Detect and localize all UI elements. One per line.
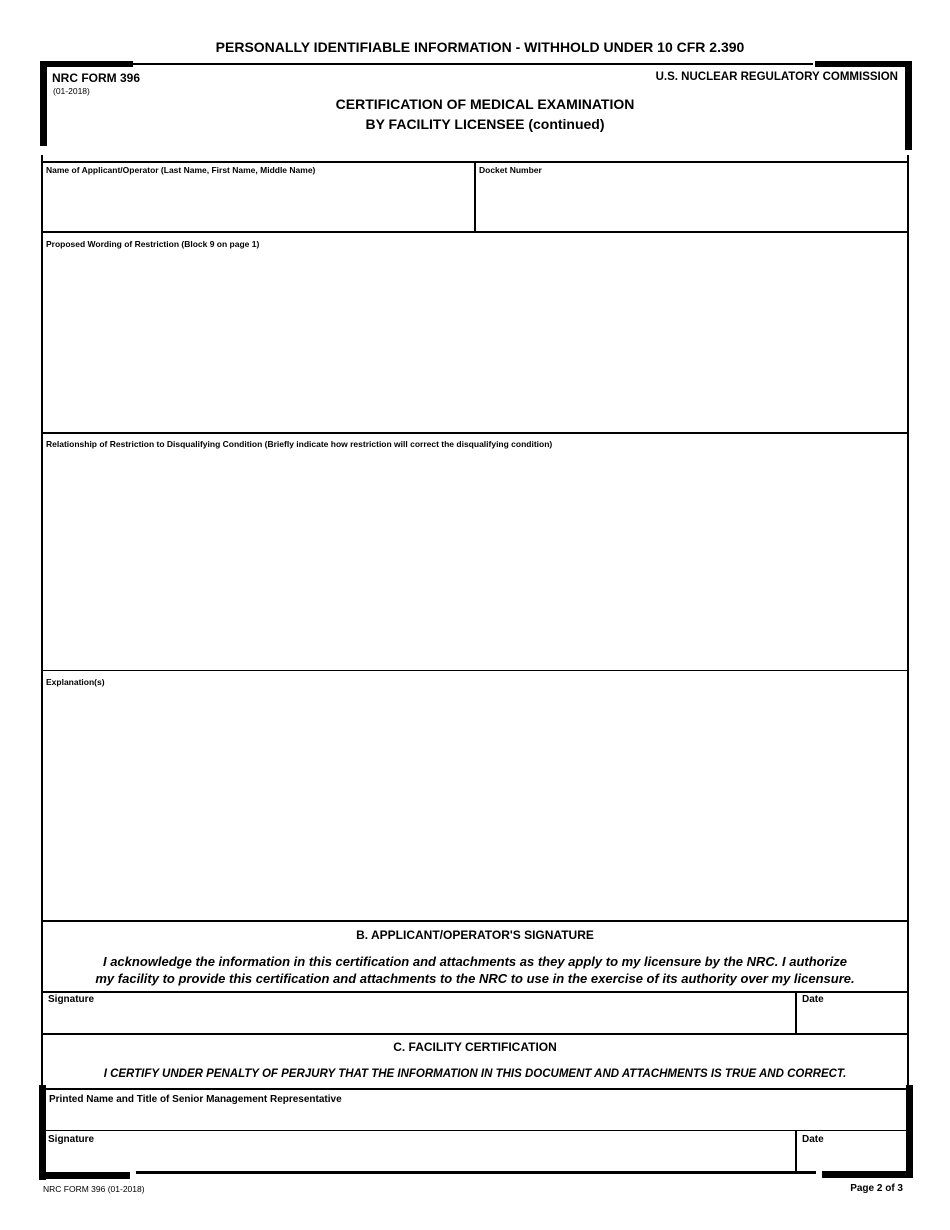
- section-b-statement-line2: my facility to provide this certification and attachments to the NRC to use in the exercise of its authority over my licensure.: [95, 971, 855, 986]
- section-b-statement-line1: I acknowledge the information in this certification and attachments as they apply to my licensure by the NRC. I authorize: [102, 954, 848, 969]
- facility-signature-label: Signature: [48, 1134, 95, 1145]
- footer-bottom-left-bar: [39, 1172, 130, 1179]
- explanations-label: Explanation(s): [46, 677, 105, 687]
- form-date: (01-2018): [53, 86, 90, 96]
- proposed-wording-field[interactable]: [43, 233, 907, 432]
- pii-banner: PERSONALLY IDENTIFIABLE INFORMATION - WITHHOLD UNDER 10 CFR 2.390: [215, 39, 745, 55]
- header-top-right-bar: [815, 61, 912, 67]
- relationship-label: Relationship of Restriction to Disqualifying Condition (Briefly indicate how restriction will correct the disqualifying condition): [46, 439, 553, 449]
- proposed-wording-label: Proposed Wording of Restriction (Block 9 on page 1): [46, 239, 260, 249]
- footer-left-bar: [39, 1085, 46, 1180]
- footer-right-bar: [906, 1085, 913, 1178]
- form-title-line2: BY FACILITY LICENSEE (continued): [365, 116, 605, 132]
- agency-name: U.S. NUCLEAR REGULATORY COMMISSION: [655, 71, 898, 83]
- printed-name-bottom-line: [46, 1130, 906, 1131]
- docket-number-label: Docket Number: [479, 165, 542, 175]
- section-c-heading: C. FACILITY CERTIFICATION: [393, 1040, 557, 1054]
- footer-bottom-right-bar: [822, 1171, 913, 1178]
- applicant-signature-label: Signature: [48, 994, 95, 1005]
- facility-signature-field[interactable]: [46, 1132, 795, 1171]
- header-top-line: [133, 63, 813, 65]
- page-number: Page 2 of 3: [850, 1183, 903, 1194]
- applicant-name-label: Name of Applicant/Operator (Last Name, First Name, Middle Name): [46, 165, 316, 175]
- relationship-field[interactable]: [43, 434, 907, 670]
- header-top-left-bar: [40, 61, 133, 67]
- explanations-field[interactable]: [43, 672, 907, 920]
- applicant-date-label: Date: [802, 994, 824, 1005]
- form-title-line1: CERTIFICATION OF MEDICAL EXAMINATION: [335, 96, 635, 112]
- row4-bottom-line: [41, 920, 909, 922]
- section-c-statement: I CERTIFY UNDER PENALTY OF PERJURY THAT THE INFORMATION IN THIS DOCUMENT AND ATTACHMENTS IS TRUE AND CORRECT.: [103, 1068, 847, 1080]
- form-right-border: [907, 155, 909, 1085]
- facility-date-label: Date: [802, 1134, 824, 1145]
- row3-bottom-line: [41, 670, 909, 671]
- form-number: NRC FORM 396: [52, 71, 141, 85]
- applicant-signature-field[interactable]: [43, 993, 794, 1033]
- printed-name-label: Printed Name and Title of Senior Management Representative: [49, 1094, 342, 1105]
- section-b-bottom-line: [41, 1033, 909, 1035]
- footer-bottom-line: [136, 1171, 816, 1174]
- footer-form-id: NRC FORM 396 (01-2018): [43, 1184, 145, 1194]
- section-b-heading: B. APPLICANT/OPERATOR'S SIGNATURE: [356, 928, 594, 942]
